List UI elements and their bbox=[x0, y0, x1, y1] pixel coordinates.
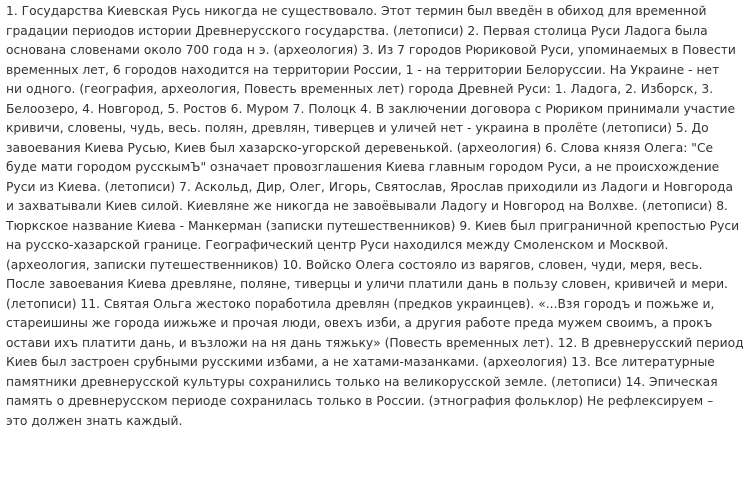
text-line: памятники древнерусской культуры сохранились только на великорусской земле. (летописи) 14. Эпическая bbox=[6, 374, 718, 389]
text-line: градации периодов истории Древнерусского государства. (летописи) 2. Первая столица Руси Ладога была bbox=[6, 23, 708, 38]
text-line: стареишины же города иижьже и прочая люди, овехъ изби, а другия работе преда мужем своимъ, а прокъ bbox=[6, 316, 713, 330]
text-line: кривичи, словены, чудь, весь. полян, древлян, тиверцев и уличей нет - украина в пролёте (летописи) 5. До bbox=[6, 121, 709, 135]
text-line: Руси из Киева. (летописи) 7. Аскольд, Дир, Олег, Игорь, Святослав, Ярослав приходили из Ладоги и Новгорода bbox=[6, 179, 734, 194]
text-line: (летописи) 11. Святая Ольга жестоко поработила древлян (предков украинцев). «...Взя городъ и пожьже и, bbox=[6, 296, 715, 311]
text-line: завоевания Киева Русью, Киев был хазарско-угорской деревенькой. (археология) 6. Слова князя Олега: "Се bbox=[6, 140, 714, 155]
text-line: основана словенами около 700 года н э. (археология) 3. Из 7 городов Рюриковой Руси, упоминаемых в Повести bbox=[6, 43, 736, 57]
text-line: буде мати городом русскымЪ" означает провозглашения Киева главным городом Руси, а не происхождение bbox=[6, 160, 720, 174]
text-line: память о древнерусском периоде сохранилась только в России. (этнография фольклор) Не рефлексируем – bbox=[6, 394, 714, 408]
text-line: (археология, записки путешественников) 10. Войско Олега состояло из варягов, словен, чуди, меря, весь. bbox=[6, 257, 703, 272]
text-line: это должен знать каждый. bbox=[6, 413, 183, 428]
text-line: временных лет, 6 городов находится на территории России, 1 - на территории Белоруссии. На Украине - нет bbox=[6, 62, 720, 77]
text-line: Киев был застроен срубными русскими избами, а не хатами-мазанками. (археология) 13. Все литературные bbox=[6, 355, 715, 369]
text-line: ни одного. (география, археология, Повесть временных лет) города Древней Руси: 1. Ладога, 2. Изборск, 3. bbox=[6, 82, 714, 96]
text-line: на русско-хазарской границе. Географический центр Руси находился между Смоленском и Москвой. bbox=[6, 238, 669, 252]
text-line: Тюркское название Киева - Манкерман (записки путешественников) 9. Киев был приграничной крепостью Руси bbox=[6, 218, 740, 233]
text-line: После завоевания Киева древляне, поляне, тиверцы и уличи платили дань в пользу словен, кривичей и мери. bbox=[6, 277, 728, 291]
text-line: остави ихъ платити дань, и възложи на ня дань тяжьку» (Повесть временных лет). 12. В древнерусский период bbox=[6, 335, 744, 350]
text-line: Белоозеро, 4. Новгород, 5. Ростов 6. Муром 7. Полоцк 4. В заключении договора с Рюриком принимали участие bbox=[6, 101, 736, 116]
text-line: 1. Государства Киевская Русь никогда не существовало. Этот термин был введён в обиход для временной bbox=[6, 4, 707, 18]
text-line: и захватывали Киев силой. Киевляне же никогда не завоёвывали Ладогу и Новгород на Волхве. (летописи) 8. bbox=[6, 199, 728, 213]
